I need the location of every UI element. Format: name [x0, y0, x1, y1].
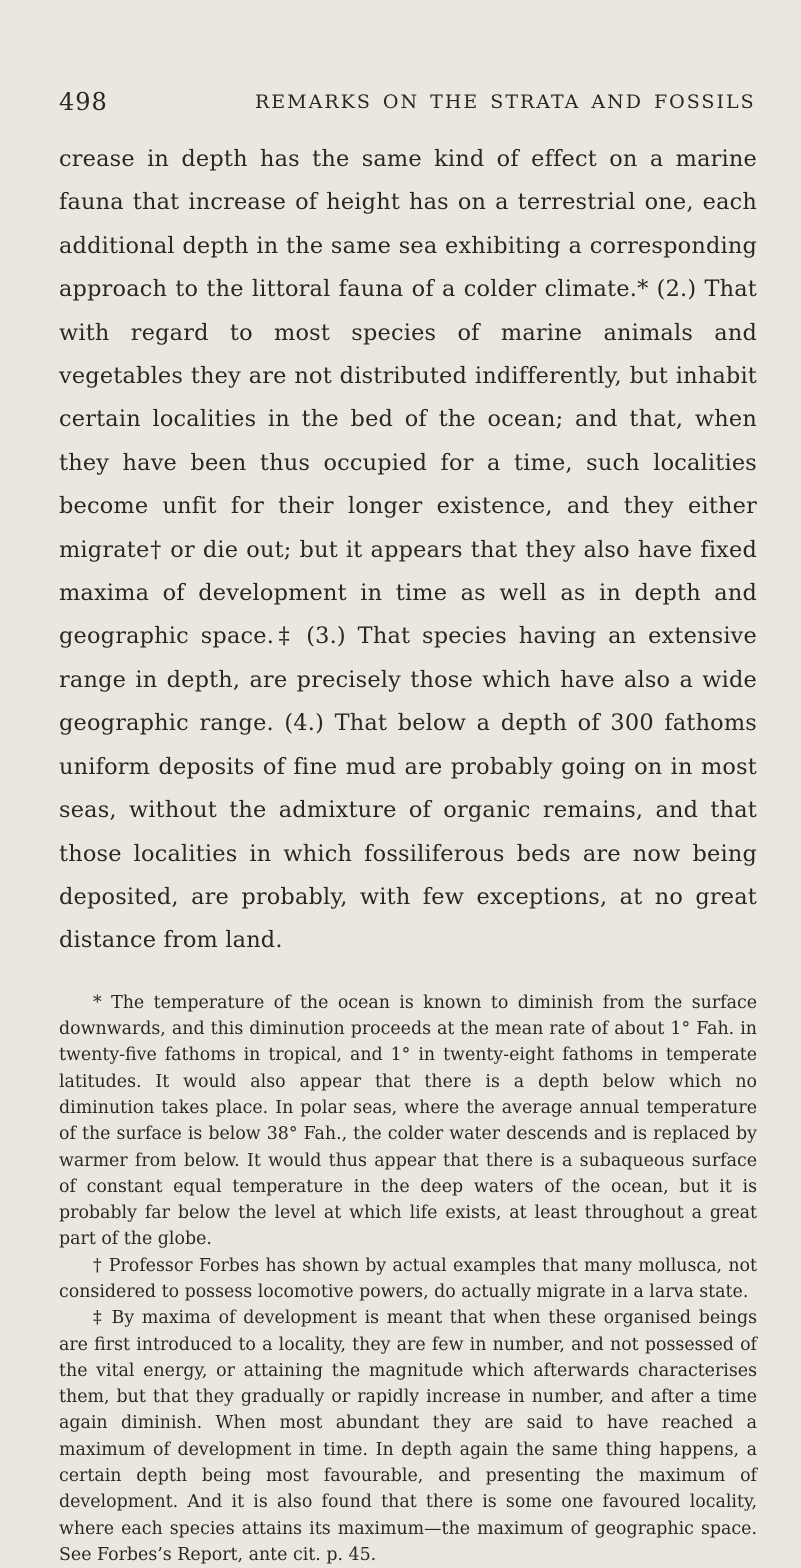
footnotes: [59, 990, 757, 1568]
book-page: [0, 88, 801, 1565]
footnote-temperature: * The temperature of the ocean is known to diminish from the surface downwards, and this diminution proceeds at the mean rate of about 1° Fah. in twenty-five fathoms in tropical, and 1° in twenty-eight fathoms in temperate latitudes. It would also appear that there is a depth below which no diminution takes place. In polar seas, where the average annual temperature of the surface is below 38° Fah., the colder water descends and is replaced by warmer from below. It would thus appear that there is a subaqueous surface of constant equal temperature in the deep waters of the ocean, but it is probably far below the level at which life exists, at least throughout a great part of the globe.: [59, 992, 757, 1250]
running-head: [59, 88, 757, 138]
main-paragraph: [59, 138, 757, 963]
running-title: REMARKS ON THE STRATA AND FOSSILS: [255, 91, 756, 113]
footnote-maxima: ‡ By maxima of development is meant that when these organised beings are first introduced to a locality, they are few in number, and not possessed of the vital energy, or attaining the magnitude which afterwards characterises them, but that they gradually or rapidly increase in number, and after a time again diminish. When most abundant they are said to have reached a maximum of development in time. In depth again the same thing happens, a certain depth being most favourable, and presenting the maximum of development. And it is also found that there is some one favoured locality, where each species attains its maximum—the maximum of geographic space. See Forbes’s Report, ante cit. p. 45.: [59, 1308, 757, 1565]
main-paragraph-text: crease in depth has the same kind of effect on a marine fauna that increase of height has on a terrestrial one, each additional depth in the same sea exhibiting a corresponding approach to the littoral fauna of a colder climate.* (2.) That with regard to most species of marine animals and vegetables they are not distributed indifferently, but inhabit certain localities in the bed of the ocean; and that, when they have been thus occupied for a time, such localities become unfit for their longer existence, and they either migrate† or die out; but it appears that they also have fixed maxima of development in time as well as in depth and geographic space.‡ (3.) That species having an extensive range in depth, are precisely those which have also a wide geographic range. (4.) That below a depth of 300 fathoms uniform deposits of fine mud are probably going on in most seas, without the admixture of organic remains, and that those localities in which fossiliferous beds are now being deposited, are probably, with few exceptions, at no great distance from land.: [59, 146, 757, 954]
footnote-migration: † Professor Forbes has shown by actual examples that many mollusca, not considered to possess locomotive powers, do actually migrate in a larva state.: [59, 1255, 757, 1302]
page-number: 498: [59, 88, 108, 116]
